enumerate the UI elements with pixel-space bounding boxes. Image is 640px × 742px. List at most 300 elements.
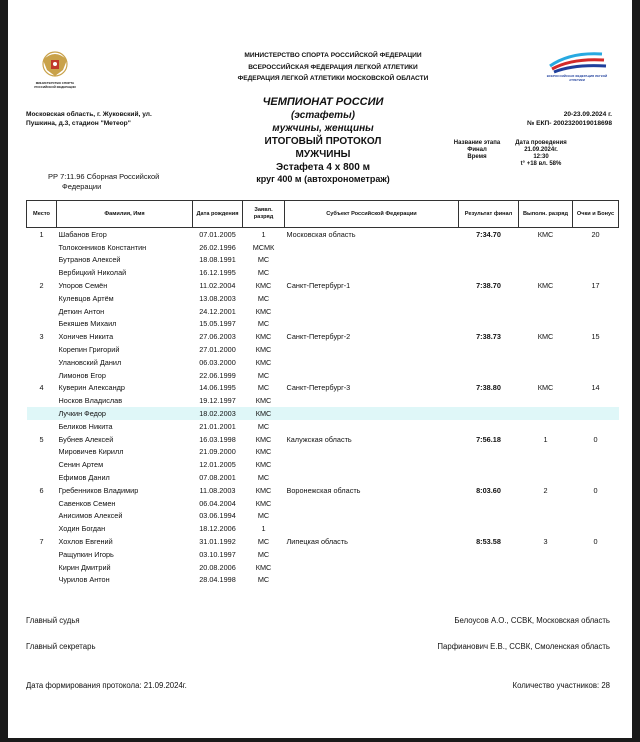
table-row <box>27 535 619 548</box>
cell-dob: 18.02.2003 <box>193 407 243 420</box>
cell-done <box>519 369 573 382</box>
protocol-title <box>198 96 448 185</box>
cell-result <box>459 254 519 267</box>
event-dates <box>448 110 612 128</box>
cell-name: Бекяшев Михаил <box>58 319 117 329</box>
cell-dob: 06.04.2004 <box>199 498 236 508</box>
cell-result <box>459 522 519 535</box>
cell-points <box>573 561 619 574</box>
cell-done <box>519 561 573 574</box>
cell-rank: КМС <box>255 447 272 457</box>
cell-dob: 06.03.2000 <box>199 357 236 367</box>
cell-name: Улановский Данил <box>58 357 122 367</box>
cell-region <box>285 318 459 331</box>
header-place: Место <box>27 201 57 228</box>
cell-place <box>27 407 57 420</box>
cell-dob: 18.08.1991 <box>199 255 236 265</box>
cell-name: Носков Владислав <box>58 396 123 406</box>
cell-done <box>519 548 573 561</box>
cell-region: Санкт-Петербург-2 <box>286 332 351 342</box>
cell-place: 7 <box>39 537 44 547</box>
cell-region <box>285 254 459 267</box>
cell-done <box>519 446 573 459</box>
cell-region: Московская область <box>286 229 356 239</box>
table-row <box>27 343 619 356</box>
gender-subtitle: мужчины, женщины <box>272 123 374 134</box>
cell-name: Мировичев Кирилл <box>58 447 124 457</box>
cell-dob: 27.06.2003 <box>199 332 236 342</box>
cell-result <box>459 292 519 305</box>
chief-secretary-name: Парфианович Е.В., ССВК, Смоленская область <box>437 642 610 651</box>
header-points: Очки и Бонус <box>573 201 619 228</box>
org-line-1: МИНИСТЕРСТВО СПОРТА РОССИЙСКОЙ ФЕДЕРАЦИИ <box>244 52 422 59</box>
cell-points <box>573 394 619 407</box>
cell-region <box>285 292 459 305</box>
cell-place <box>27 471 57 484</box>
cell-result: 8:03.60 <box>476 485 501 495</box>
cell-dob: 21.09.2000 <box>199 447 236 457</box>
cell-region <box>285 574 459 587</box>
cell-points <box>573 266 619 279</box>
federation-logo <box>546 50 608 80</box>
table-row <box>27 292 619 305</box>
cell-dob: 27.01.2000 <box>199 345 236 355</box>
table-row <box>27 356 619 369</box>
cell-result <box>459 574 519 587</box>
cell-name: Лимонов Егор <box>58 370 106 380</box>
cell-done <box>519 254 573 267</box>
address-line-2: Пушкина, д.3, стадион "Метеор" <box>26 120 131 127</box>
cell-rank: КМС <box>255 485 272 495</box>
cell-region <box>285 343 459 356</box>
cell-rank: КМС <box>255 562 272 572</box>
cell-rank: МС <box>257 319 270 329</box>
cell-name: Кирин Дмитрий <box>58 562 111 572</box>
cell-rank: КМС <box>243 407 285 420</box>
cell-dob: 31.01.1992 <box>199 537 236 547</box>
table-row <box>27 318 619 331</box>
stage-date-label: Дата проведения <box>515 140 567 146</box>
cell-result <box>459 510 519 523</box>
cell-rank: МС <box>257 473 270 483</box>
cell-points: 0 <box>593 537 598 547</box>
cell-done <box>519 343 573 356</box>
cell-result: 7:38.80 <box>476 383 501 393</box>
cell-dob: 20.08.2006 <box>199 562 236 572</box>
cell-name: Бубнев Алексей <box>58 434 114 444</box>
cell-name: Бутранов Алексей <box>58 255 121 265</box>
header-name: Фамилия, Имя <box>57 201 193 228</box>
results-table <box>26 200 619 586</box>
cell-name: Чурилов Антон <box>58 575 110 585</box>
track-info: круг 400 м (автохронометраж) <box>256 174 390 184</box>
cell-region <box>285 510 459 523</box>
cell-dob: 15.05.1997 <box>199 319 236 329</box>
cell-rank: КМС <box>255 357 272 367</box>
cell-name: Хохлов Евгений <box>58 537 113 547</box>
cell-place: 4 <box>39 383 44 393</box>
cell-name: Сенин Артем <box>58 460 104 470</box>
ekp-number: № ЕКП- 2002320019018698 <box>526 120 612 127</box>
cell-rank: КМС <box>255 306 272 316</box>
cell-region <box>285 369 459 382</box>
cell-points <box>573 548 619 561</box>
cell-rank: КМС <box>255 498 272 508</box>
org-line-3: ФЕДЕРАЦИЯ ЛЕГКОЙ АТЛЕТИКИ МОСКОВСКОЙ ОБЛАСТИ <box>237 75 429 82</box>
header-result: Результат финал <box>459 201 519 228</box>
cell-place: 3 <box>39 332 44 342</box>
cell-rank: МС <box>257 383 270 393</box>
cell-done <box>519 292 573 305</box>
cell-points <box>573 420 619 433</box>
venue-address <box>26 110 196 128</box>
cell-place <box>27 522 57 535</box>
cell-region <box>285 548 459 561</box>
cell-name: Анисимов Алексей <box>58 511 123 521</box>
cell-points: 0 <box>593 434 598 444</box>
cell-done: КМС <box>537 332 554 342</box>
cell-rank: МСМК <box>252 242 275 252</box>
header-done-rank: Выполн. разряд <box>519 201 573 228</box>
cell-result <box>459 561 519 574</box>
cell-place <box>27 292 57 305</box>
cell-name: Ходин Богдан <box>58 524 106 534</box>
cell-name: Хоничев Никита <box>58 332 114 342</box>
cell-dob: 03.06.1994 <box>199 511 236 521</box>
table-row <box>27 510 619 523</box>
cell-done: 3 <box>543 537 548 547</box>
cell-region <box>285 458 459 471</box>
cell-rank: МС <box>257 549 270 559</box>
cell-result <box>459 266 519 279</box>
cell-name: Беликов Никита <box>58 421 113 431</box>
record-line-1: РР 7:11.96 Сборная Российской <box>48 172 160 181</box>
cell-name: Шабанов Егор <box>58 229 107 239</box>
cell-name: Ращупкин Игорь <box>58 549 114 559</box>
stage-name: Финал <box>467 147 487 153</box>
cell-region <box>285 305 459 318</box>
cell-result: 7:56.18 <box>476 434 501 444</box>
cell-done <box>519 471 573 484</box>
date-range: 20-23.09.2024 г. <box>563 111 612 118</box>
cell-done: КМС <box>537 229 554 239</box>
cell-done <box>519 241 573 254</box>
table-row <box>27 548 619 561</box>
cell-dob: 11.02.2004 <box>199 281 236 291</box>
cell-result: 7:34.70 <box>476 229 501 239</box>
cell-place <box>27 458 57 471</box>
cell-done: 2 <box>543 485 548 495</box>
cell-name: Толоконников Константин <box>58 242 147 252</box>
cell-dob: 11.08.2003 <box>199 485 236 495</box>
table-row <box>27 266 619 279</box>
cell-rank: КМС <box>255 460 272 470</box>
stage-info <box>448 140 618 168</box>
cell-region <box>285 497 459 510</box>
cell-place: 5 <box>39 434 44 444</box>
cell-done: КМС <box>537 383 554 393</box>
protocol-label: ИТОГОВЫЙ ПРОТОКОЛ <box>264 136 382 147</box>
chief-judge-name: Белоусов А.О., ССВК, Московская область <box>454 616 610 625</box>
cell-dob: 19.12.1997 <box>199 396 236 406</box>
cell-region: Санкт-Петербург-3 <box>286 383 351 393</box>
cell-result <box>459 305 519 318</box>
cell-done <box>519 318 573 331</box>
cell-result: 7:38.73 <box>476 332 501 342</box>
cell-done <box>519 356 573 369</box>
table-row <box>27 471 619 484</box>
cell-name: Кулевцов Артём <box>58 293 114 303</box>
cell-rank: КМС <box>255 434 272 444</box>
chief-secretary-label: Главный секретарь <box>26 642 96 651</box>
cell-points <box>573 305 619 318</box>
cell-rank: КМС <box>255 345 272 355</box>
cell-points <box>573 574 619 587</box>
cell-rank: МС <box>257 268 270 278</box>
cell-result <box>459 458 519 471</box>
championship-title: ЧЕМПИОНАТ РОССИИ <box>262 96 384 108</box>
cell-dob: 07.01.2005 <box>199 229 236 239</box>
cell-rank: МС <box>257 511 270 521</box>
cell-result: 7:38.70 <box>476 281 501 291</box>
cell-dob: 13.08.2003 <box>199 293 236 303</box>
cell-dob: 24.12.2001 <box>199 306 236 316</box>
cell-points <box>573 356 619 369</box>
cell-region <box>285 522 459 535</box>
cell-region <box>285 561 459 574</box>
cell-dob: 26.02.1996 <box>199 242 236 252</box>
table-row <box>27 497 619 510</box>
cell-result <box>459 407 519 420</box>
cell-result <box>459 369 519 382</box>
cell-rank: КМС <box>255 281 272 291</box>
cell-name: Деткин Антон <box>58 306 105 316</box>
table-header-row <box>27 201 619 228</box>
cell-region <box>285 241 459 254</box>
logo-caption: ВСЕРОССИЙСКАЯ ФЕДЕРАЦИЯ ЛЕГКОЙ АТЛЕТИКИ <box>546 74 608 82</box>
cell-done <box>519 574 573 587</box>
address-line-1: Московская область, г. Жуковский, ул. <box>26 111 152 118</box>
cell-done <box>519 458 573 471</box>
cell-dob: 28.04.1998 <box>199 575 236 585</box>
cell-result <box>459 548 519 561</box>
cell-region <box>285 266 459 279</box>
participants-count: Количество участников: 28 <box>512 681 610 690</box>
cell-name: Корепин Григорий <box>58 345 120 355</box>
cell-dob: 16.12.1995 <box>199 268 236 278</box>
cell-place <box>27 266 57 279</box>
weather-info: t° +18 вл. 58% <box>520 161 562 167</box>
table-row <box>27 522 619 535</box>
cell-points <box>573 318 619 331</box>
table-row <box>27 484 619 497</box>
cell-points <box>573 407 619 420</box>
cell-points <box>573 522 619 535</box>
table-row <box>27 382 619 395</box>
cell-rank: МС <box>257 537 270 547</box>
cell-done <box>519 407 573 420</box>
cell-result: 8:53.58 <box>476 537 501 547</box>
cell-points <box>573 510 619 523</box>
cell-dob: 21.01.2001 <box>199 421 236 431</box>
cell-points <box>573 458 619 471</box>
cell-result <box>459 343 519 356</box>
header-region: Субъект Российской Федерации <box>285 201 459 228</box>
cell-place: 1 <box>39 229 44 239</box>
cell-region: Санкт-Петербург-1 <box>286 281 351 291</box>
cell-rank: КМС <box>255 396 272 406</box>
cell-place: 2 <box>39 281 44 291</box>
cell-done <box>519 266 573 279</box>
cell-points <box>573 241 619 254</box>
cell-region: Липецкая область <box>286 537 348 547</box>
table-row <box>27 420 619 433</box>
cell-dob: 22.06.1999 <box>199 370 236 380</box>
cell-points: 17 <box>591 281 600 291</box>
cell-region <box>285 356 459 369</box>
cell-points <box>573 343 619 356</box>
cell-rank: 1 <box>261 524 266 534</box>
cell-place <box>27 394 57 407</box>
cell-done: КМС <box>537 281 554 291</box>
cell-place <box>27 420 57 433</box>
protocol-formed-date: Дата формирования протокола: 21.09.2024г. <box>26 681 187 690</box>
cell-points: 15 <box>591 332 600 342</box>
table-row <box>27 446 619 459</box>
org-line-2: ВСЕРОССИЙСКАЯ ФЕДЕРАЦИЯ ЛЕГКОЙ АТЛЕТИКИ <box>248 63 418 71</box>
cell-rank: МС <box>257 575 270 585</box>
relays-subtitle: (эстафеты) <box>291 110 355 121</box>
cell-name: Гребенников Владимир <box>58 485 139 495</box>
cell-name: Лучкин Федор <box>57 407 193 420</box>
cell-done <box>519 394 573 407</box>
cell-place <box>27 343 57 356</box>
cell-place <box>27 318 57 331</box>
cell-place <box>27 561 57 574</box>
cell-place <box>27 356 57 369</box>
cell-dob: 07.08.2001 <box>199 473 236 483</box>
cell-points: 0 <box>593 485 598 495</box>
ministry-emblem <box>30 46 80 92</box>
header-dob: Дата рождения <box>193 201 243 228</box>
cell-name: Савенков Семен <box>58 498 116 508</box>
table-row <box>27 330 619 343</box>
cell-done <box>519 510 573 523</box>
cell-place <box>27 369 57 382</box>
cell-rank: МС <box>257 370 270 380</box>
cell-points <box>573 497 619 510</box>
protocol-page <box>8 0 632 738</box>
cell-result <box>459 356 519 369</box>
cell-done <box>519 420 573 433</box>
cell-done <box>519 305 573 318</box>
table-row <box>27 369 619 382</box>
header-rank: Заявл. разряд <box>243 201 285 228</box>
cell-region <box>285 420 459 433</box>
cell-place <box>27 574 57 587</box>
cell-rank: МС <box>257 293 270 303</box>
cell-points <box>573 446 619 459</box>
cell-done <box>519 522 573 535</box>
cell-place <box>27 305 57 318</box>
table-row <box>27 305 619 318</box>
table-row <box>27 228 619 241</box>
table-row <box>27 241 619 254</box>
cell-dob: 14.06.1995 <box>199 383 236 393</box>
cell-place <box>27 510 57 523</box>
cell-place <box>27 254 57 267</box>
cell-dob: 03.10.1997 <box>199 549 236 559</box>
stage-date: 21.09.2024г. <box>524 147 558 153</box>
table-row <box>27 458 619 471</box>
chief-judge-label: Главный судья <box>26 616 80 625</box>
table-row <box>27 433 619 446</box>
cell-done: 1 <box>543 434 548 444</box>
cell-region <box>285 446 459 459</box>
table-row <box>27 561 619 574</box>
cell-dob: 18.12.2006 <box>199 524 236 534</box>
table-body <box>27 228 619 587</box>
stage-time-label: Время <box>467 154 487 160</box>
cell-name: Упоров Семён <box>58 281 108 291</box>
cell-result <box>459 394 519 407</box>
organizer-header <box>138 50 528 85</box>
cell-points: 14 <box>591 383 600 393</box>
cell-rank: КМС <box>255 332 272 342</box>
cell-result <box>459 471 519 484</box>
cell-region <box>285 471 459 484</box>
cell-result <box>459 497 519 510</box>
cell-name: Вербицкий Николай <box>58 268 127 278</box>
cell-done <box>519 497 573 510</box>
event-name: Эстафета 4 х 800 м <box>276 162 370 173</box>
cell-name: Ефимов Данил <box>58 473 110 483</box>
record-info <box>48 172 188 192</box>
cell-place <box>27 548 57 561</box>
cell-dob: 16.03.1998 <box>199 434 236 444</box>
cell-place <box>27 241 57 254</box>
cell-points <box>573 292 619 305</box>
cell-points <box>573 471 619 484</box>
cell-region: Воронежская область <box>286 485 361 495</box>
cell-rank: МС <box>257 255 270 265</box>
stage-time: 12:30 <box>533 154 549 160</box>
record-line-2: Федерации <box>62 182 102 191</box>
cell-result <box>459 420 519 433</box>
cell-name: Куверин Александр <box>58 383 125 393</box>
cell-region <box>285 407 459 420</box>
cell-place: 6 <box>39 485 44 495</box>
emblem-caption: МИНИСТЕРСТВО СПОРТА РОССИЙСКОЙ ФЕДЕРАЦИИ <box>34 81 76 89</box>
stage-name-label: Название этапа <box>453 140 501 146</box>
table-row <box>27 254 619 267</box>
cell-points: 20 <box>591 229 600 239</box>
group-label: МУЖЧИНЫ <box>295 149 351 160</box>
table-row <box>27 279 619 292</box>
cell-region <box>285 394 459 407</box>
table-row <box>27 407 619 420</box>
cell-dob: 12.01.2005 <box>199 460 236 470</box>
cell-points <box>573 254 619 267</box>
cell-result <box>459 318 519 331</box>
table-row <box>27 394 619 407</box>
table-row <box>27 574 619 587</box>
cell-result <box>459 446 519 459</box>
cell-rank: 1 <box>261 229 266 239</box>
cell-rank: МС <box>257 421 270 431</box>
cell-place <box>27 446 57 459</box>
cell-points <box>573 369 619 382</box>
